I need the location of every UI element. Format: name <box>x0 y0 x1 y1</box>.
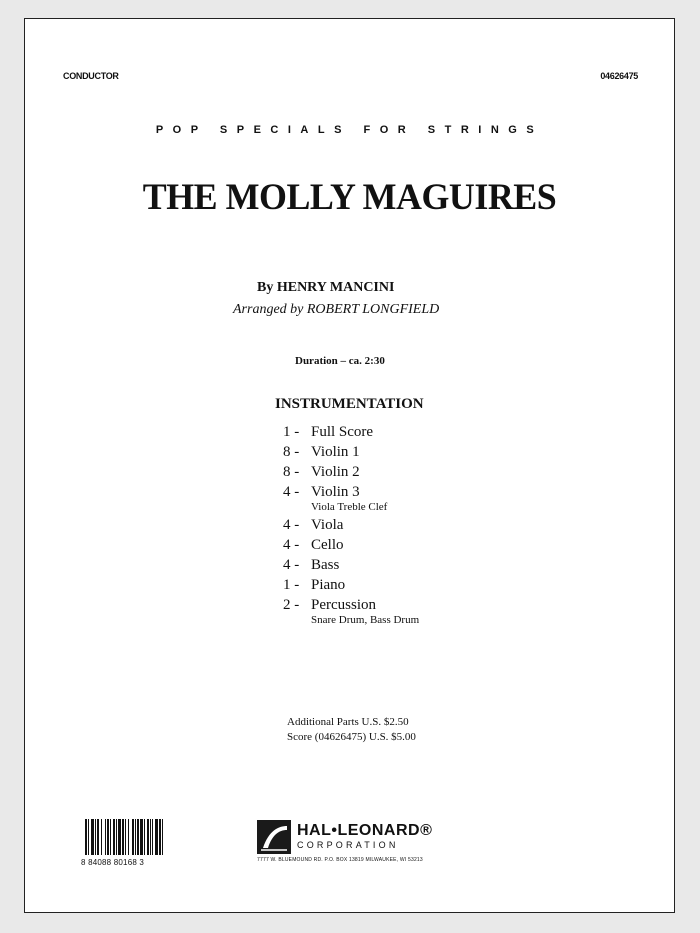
barcode-digits: 8 84088 80168 3 <box>81 858 145 867</box>
barcode-bar <box>132 819 134 855</box>
publisher-corporation: CORPORATION <box>297 840 399 850</box>
instrumentation-item <box>283 576 419 594</box>
instrumentation-item <box>283 536 419 554</box>
instrument-line <box>283 483 419 501</box>
instrument-quantity: 1 - <box>283 424 300 440</box>
instrumentation-heading: INSTRUMENTATION <box>275 396 424 412</box>
instrument-line <box>283 516 419 534</box>
instrumentation-item <box>283 516 419 534</box>
instrument-name: Viola <box>311 517 344 533</box>
instrument-name: Cello <box>311 537 344 553</box>
instrument-quantity: 4 - <box>283 484 300 500</box>
composer-credit: By HENRY MANCINI <box>257 280 395 295</box>
barcode-bar <box>144 819 145 855</box>
instrument-name: Percussion <box>311 597 376 613</box>
barcode-bar <box>155 819 158 855</box>
series-name: POP SPECIALS FOR STRINGS <box>155 124 544 136</box>
instrument-quantity: 8 - <box>283 444 300 460</box>
instrument-name: Violin 3 <box>311 484 360 500</box>
instrument-line <box>283 443 419 461</box>
instrumentation-item <box>283 443 419 461</box>
instrument-line <box>283 463 419 481</box>
instrument-quantity: 1 - <box>283 577 300 593</box>
part-label: CONDUCTOR <box>63 71 119 81</box>
barcode-bar <box>125 819 126 855</box>
instrumentation-item <box>283 483 419 514</box>
barcode-bar <box>113 819 115 855</box>
barcode-bar <box>95 819 96 855</box>
instrument-line <box>283 596 419 614</box>
instrumentation-list <box>283 423 419 629</box>
instrument-name: Bass <box>311 557 340 573</box>
barcode-bar <box>85 819 87 855</box>
barcode-bar <box>88 819 89 855</box>
barcode-bar <box>97 819 99 855</box>
barcode-bar <box>122 819 124 855</box>
page-title: THE MOLLY MAGUIRES <box>142 177 557 218</box>
instrument-quantity: 4 - <box>283 517 300 533</box>
instrument-line <box>283 576 419 594</box>
barcode-bar <box>116 819 117 855</box>
barcode-bar <box>140 819 143 855</box>
duration: Duration – ca. 2:30 <box>295 355 385 367</box>
score-price: Score (04626475) U.S. $5.00 <box>287 731 416 743</box>
barcode-bar <box>147 819 149 855</box>
barcode-bar <box>101 819 102 855</box>
barcode-bar <box>135 819 136 855</box>
barcode-bar <box>110 819 111 855</box>
barcode-bar <box>159 819 161 855</box>
instrument-name: Piano <box>311 577 346 593</box>
instrument-line <box>283 536 419 554</box>
instrument-line <box>283 423 419 441</box>
instrument-quantity: 4 - <box>283 537 300 553</box>
barcode-bar <box>118 819 121 855</box>
publisher-address: 7777 W. BLUEMOUND RD. P.O. BOX 13819 MILWAUKEE, WI 53213 <box>257 857 423 863</box>
barcode-bar <box>105 819 106 855</box>
publisher-name: HAL•LEONARD® <box>297 822 433 839</box>
barcode-bar <box>128 819 129 855</box>
instrumentation-item <box>283 556 419 574</box>
hal-leonard-logo-icon <box>257 820 291 854</box>
barcode-bar <box>107 819 109 855</box>
instrument-line <box>283 556 419 574</box>
instrument-note: Viola Treble Clef <box>311 501 388 513</box>
instrumentation-item <box>283 423 419 441</box>
instrument-name: Full Score <box>311 424 374 440</box>
catalog-number: 04626475 <box>600 71 638 81</box>
barcode-bar <box>137 819 139 855</box>
instrumentation-item <box>283 596 419 627</box>
score-cover <box>24 18 675 913</box>
instrument-quantity: 2 - <box>283 597 300 613</box>
publisher-logo <box>257 820 465 868</box>
instrument-name: Violin 1 <box>311 444 360 460</box>
barcode-bar <box>91 819 94 855</box>
instrument-note: Snare Drum, Bass Drum <box>311 614 420 626</box>
barcode-bar <box>150 819 151 855</box>
instrument-name: Violin 2 <box>311 464 360 480</box>
arranger-credit: Arranged by ROBERT LONGFIELD <box>233 302 440 317</box>
instrumentation-item <box>283 463 419 481</box>
instrument-quantity: 4 - <box>283 557 300 573</box>
barcode-bar <box>152 819 153 855</box>
barcode-bar <box>162 819 163 855</box>
instrument-quantity: 8 - <box>283 464 300 480</box>
additional-parts-price: Additional Parts U.S. $2.50 <box>287 716 409 728</box>
